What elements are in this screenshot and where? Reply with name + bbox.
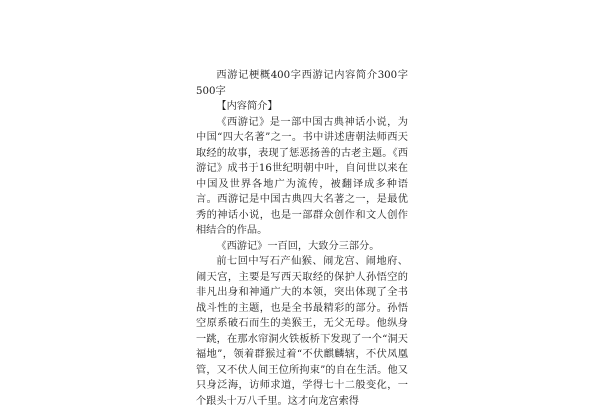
paragraph-first-seven-chapters: 前七回中写石产仙猴、闹龙宫、闹地府、闹天宫，主要是写西天取经的保护人孙悟空的非凡出身和神通广大的本领，突出体现了全书战斗性的主题，也是全书最精彩的部分。孙悟空原系破石而生的美猴王，无父无母。他纵身一跳，在那水帘洞火铁板桥下发现了一个“洞天福地”，领着群猴过着“不伏麒麟辖，不伏凤凰管，又不伏人间王位所拘束”的自在生活。他又只身泛海，访师求道，学得七十二般变化，一个跟头十万八千里。这才向龙宫索得 <box>196 256 408 407</box>
document-page <box>196 68 408 409</box>
section-label: 【内容简介】 <box>216 101 278 112</box>
paragraph-intro: 《西游记》是一部中国古典神话小说，为中国“四大名著”之一。书中讲述唐朝法师西天取经的故事，表现了惩恶扬善的古老主题。《西游记》成书于16世纪明朝中叶，自问世以来在中国及世界各地广为流传，被翻译成多种语言。西游记是中国古典四大名著之一，是最优秀的神话小说，也是一部群众创作和文人创作相结合的作品。 <box>196 116 408 236</box>
paragraph-structure: 《西游记》一百回，大致分三部分。 <box>216 240 380 252</box>
document-title: 西游记梗概400字西游记内容简介300字500字 <box>196 70 408 97</box>
